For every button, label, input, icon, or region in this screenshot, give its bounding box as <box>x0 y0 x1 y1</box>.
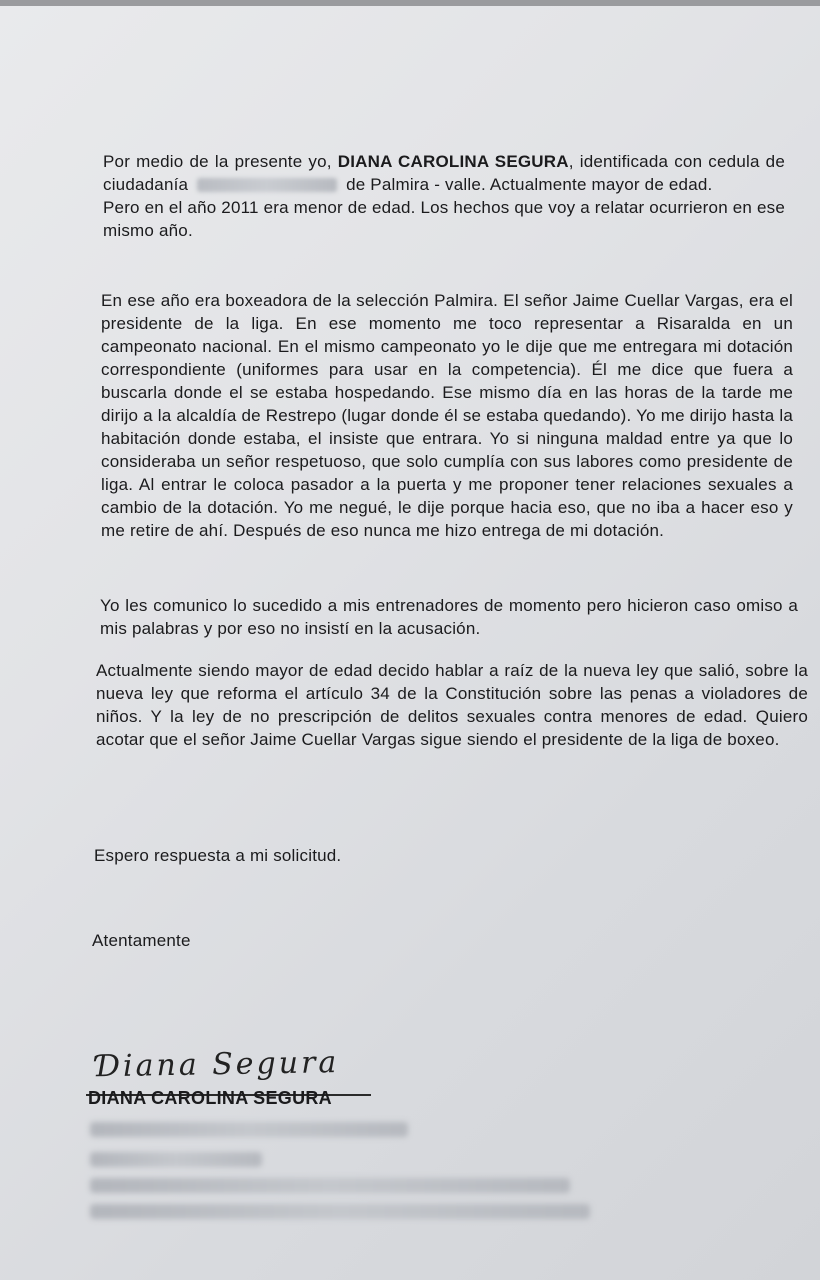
author-name-bold: DIANA CAROLINA SEGURA <box>337 152 569 171</box>
signature-handwriting <box>86 1042 372 1095</box>
intro-second-line: Pero en el año 2011 era menor de edad. Los hechos que voy a relatar ocurrieron en ese mismo año. <box>103 198 786 240</box>
paragraph-report: Yo les comunico lo sucedido a mis entrenadores de momento pero hicieron caso omiso a mis palabras y por eso no insistí en la acusación. <box>100 596 798 638</box>
paragraph-intro <box>103 150 785 242</box>
intro-id-text: , identificada con cedula de ciudadanía <box>103 152 785 194</box>
signature-graphic <box>90 1042 371 1087</box>
closing-request: Espero respuesta a mi solicitud. <box>94 846 342 865</box>
intro-end-text: de Palmira - valle. Actualmente mayor de edad. <box>346 175 713 194</box>
redacted-info-line-2 <box>90 1152 262 1167</box>
intro-text: Por medio de la presente yo, <box>103 152 332 171</box>
redacted-info-line-3 <box>90 1178 570 1193</box>
redacted-info-line-4 <box>90 1204 590 1219</box>
paragraph-law: Actualmente siendo mayor de edad decido hablar a raíz de la nueva ley que salió, sobre la nueva ley que reforma el artículo 34 de la Constitución sobre las penas a violadores de niños. Y la ley de no prescripción de delitos sexuales contra menores de edad. Quiero acotar que el señor Jaime Cuellar Vargas sigue siendo el presidente de la liga de boxeo. <box>96 661 808 749</box>
redacted-id-number <box>197 178 337 192</box>
closing-salutation: Atentamente <box>92 931 191 950</box>
redacted-info-line-1 <box>90 1122 408 1137</box>
paragraph-events: En ese año era boxeadora de la selección Palmira. El señor Jaime Cuellar Vargas, era el presidente de la liga. En ese momento me toco representar a Risaralda en un campeonato nacional. En el mismo campeonato yo le dije que me entregara mi dotación correspondiente (uniformes para usar en la competencia). Él me dice que fuera a buscarla donde el se estaba hospedando. Ese mismo día en las horas de la tarde me dirijo a la alcaldía de Restrepo (lugar donde él se estaba quedando). Yo me dirijo hasta la habitación donde estaba, el insiste que entrara. Yo si ninguna maldad entre ya que lo consideraba un señor respetuoso, que solo cumplía con sus labores como presidente de liga. Al entrar le coloca pasador a la puerta y me proponer tener relaciones sexuales a cambio de la dotación. Yo me negué, le dije porque hacia eso, que no iba a hacer eso y me retire de ahí. Después de eso nunca me hizo entrega de mi dotación. <box>101 291 793 540</box>
signatory-name: DIANA CAROLINA SEGURA <box>88 1088 332 1108</box>
svg-text:Ɗiana Segura: Ɗiana Segura <box>95 1045 340 1085</box>
